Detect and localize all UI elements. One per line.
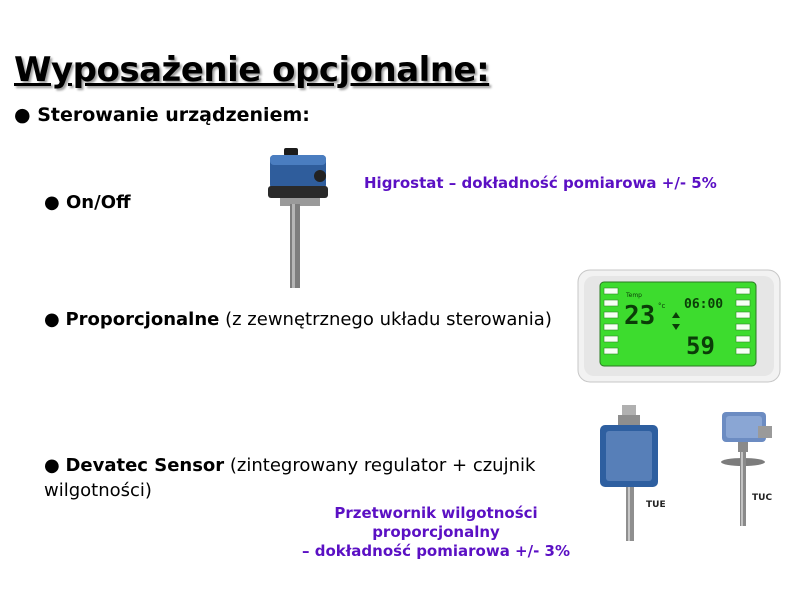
- higrostat-image: [262, 146, 342, 292]
- bullet-marker: ●: [44, 192, 60, 213]
- tue-label: TUE: [646, 500, 666, 510]
- bullet-label-devatec: Devatec Sensor: [65, 455, 225, 476]
- page-title: Wyposażenie opcjonalne:: [14, 50, 490, 90]
- bullet-devatec-sensor: [44, 453, 544, 503]
- bullet-label-proporcjonalne: Proporcjonalne: [65, 309, 220, 330]
- tue-sensor-image: [596, 405, 686, 545]
- tuc-label: TUC: [752, 493, 773, 503]
- bullet-label-on-off: On/Off: [66, 192, 131, 213]
- tuc-sensor-image: [712, 410, 790, 530]
- przetwornik-note: [276, 504, 596, 561]
- lcd-time: 06:00: [684, 297, 724, 312]
- bullet-marker: ●: [14, 104, 31, 126]
- przetwornik-note-line1: Przetwornik wilgotności proporcjonalny: [334, 504, 538, 541]
- main-bullet-label: Sterowanie urządzeniem:: [37, 104, 310, 126]
- main-bullet: [14, 104, 310, 126]
- thermostat-image: [576, 268, 782, 384]
- przetwornik-note-line2: – dokładność pomiarowa +/- 3%: [302, 542, 570, 560]
- bullet-detail-proporcjonalne: (z zewnętrznego układu sterowania): [219, 309, 552, 330]
- lcd-temp-unit: °c: [658, 302, 666, 310]
- bullet-marker: ●: [44, 455, 60, 476]
- lcd-humidity: 59: [686, 332, 715, 360]
- lcd-label-temp: Temp: [626, 292, 642, 299]
- bullet-detail-devatec: (zintegrowany regulator + czujnik wilgotności): [44, 455, 536, 501]
- lcd-temp: 23: [624, 301, 656, 331]
- bullet-on-off: [44, 192, 131, 213]
- bullet-marker: ●: [44, 309, 60, 330]
- higrostat-note: Higrostat – dokładność pomiarowa +/- 5%: [364, 174, 717, 192]
- bullet-proporcjonalne: [44, 309, 552, 330]
